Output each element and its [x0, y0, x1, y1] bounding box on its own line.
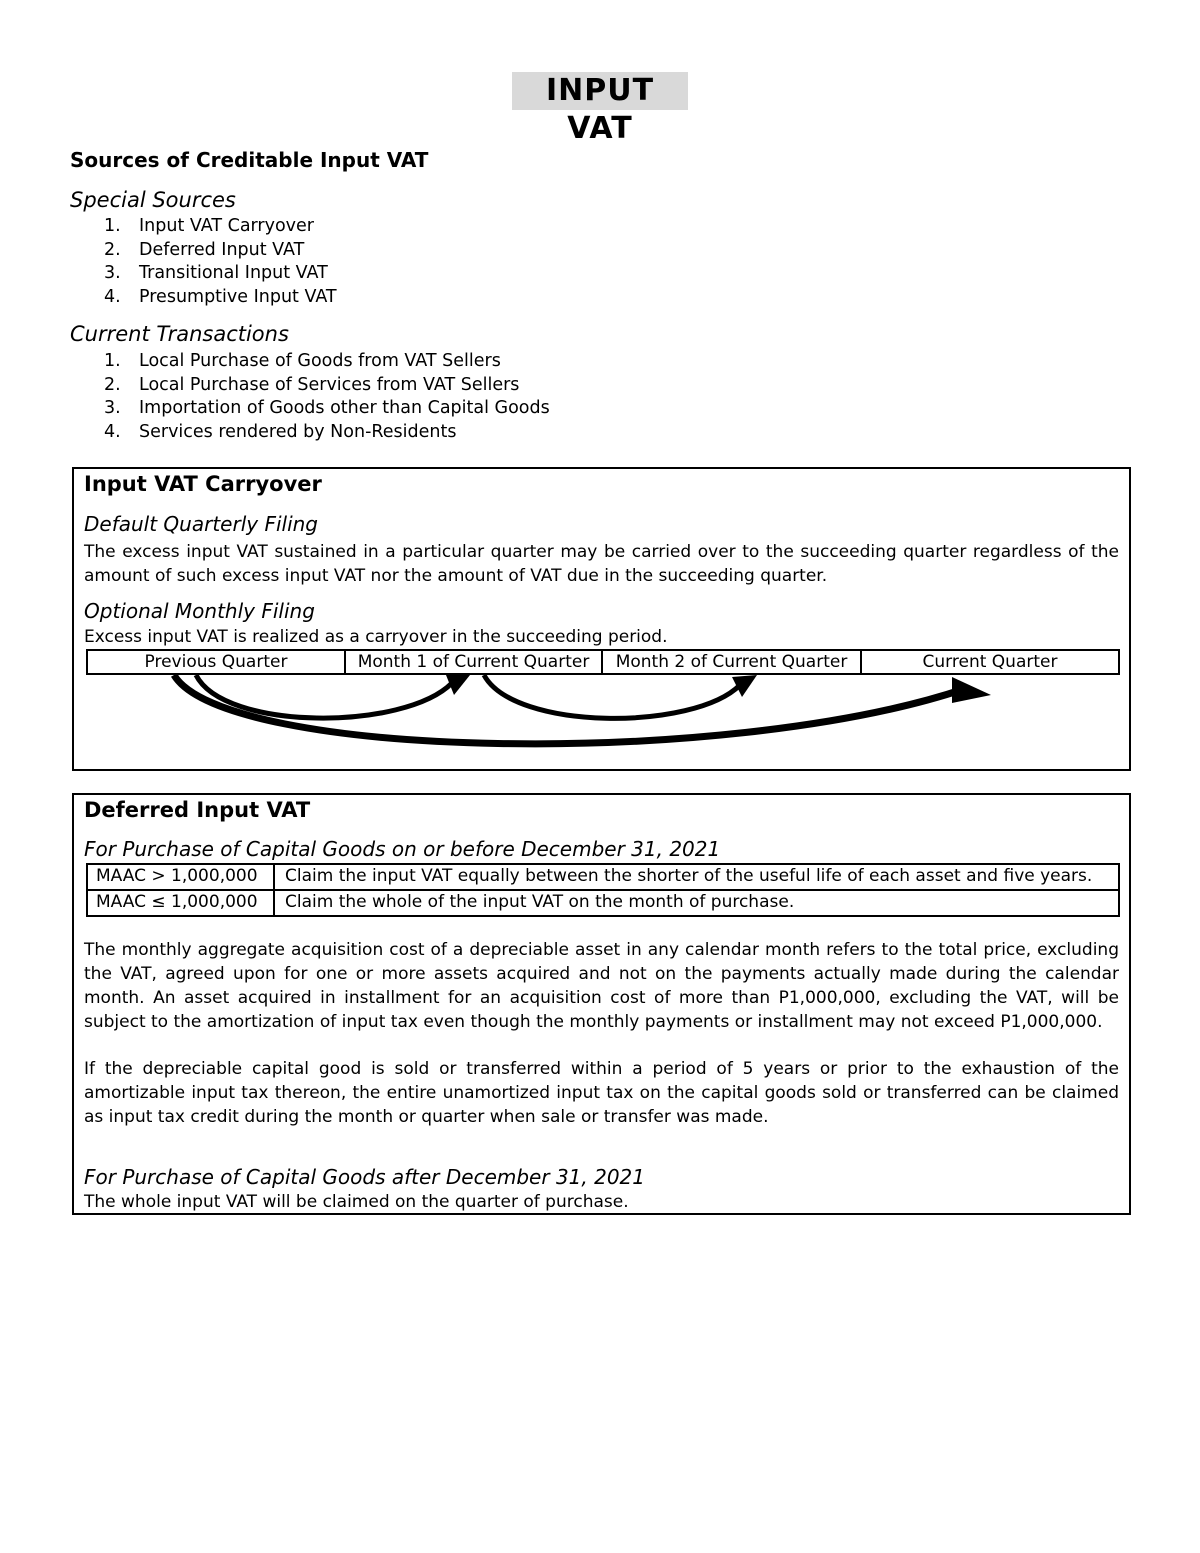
maac-condition: MAAC ≤ 1,000,000 [88, 891, 275, 915]
list-item: 3. Importation of Goods other than Capital Goods [104, 398, 550, 419]
maac-condition: MAAC > 1,000,000 [88, 865, 275, 889]
table-row [88, 865, 1118, 889]
transfer-paragraph: If the depreciable capital good is sold or transferred within a period of 5 years or prior to the exhaustion of the amortizable input tax thereon, the entire unamortized input tax on the capital goods sold or transferred can be claimed as input tax credit during the month or quarter when sale or transfer was made. [84, 1059, 1119, 1127]
monthly-filing-heading: Optional Monthly Filing [84, 599, 315, 623]
before-2021-heading: For Purchase of Capital Goods on or before December 31, 2021 [84, 837, 721, 861]
list-item: 4. Presumptive Input VAT [104, 286, 337, 307]
after-2021-text: The whole input VAT will be claimed on the quarter of purchase. [84, 1192, 629, 1212]
page-title: INPUT VAT [512, 72, 688, 110]
period-month-2: Month 2 of Current Quarter [603, 651, 862, 673]
maac-rule: Claim the whole of the input VAT on the month of purchase. [285, 892, 795, 912]
carryover-arrows [74, 469, 1129, 769]
arrowhead-current [952, 677, 991, 703]
maac-rule: Claim the input VAT equally between the shorter of the useful life of each asset and five years. [285, 866, 1093, 886]
list-item: 1. Input VAT Carryover [104, 216, 314, 236]
period-month-1: Month 1 of Current Quarter [346, 651, 603, 673]
list-item: 2. Local Purchase of Services from VAT Sellers [104, 374, 520, 395]
quarterly-filing-text: The excess input VAT sustained in a particular quarter may be carried over to the succeeding quarter regardless of the amount of such excess input VAT nor the amount of VAT due in the succeeding quarter. [84, 542, 1119, 586]
list-item: 4. Services rendered by Non-Residents [104, 421, 457, 442]
table-row [88, 889, 1118, 915]
arrow-prev-to-current [174, 675, 964, 744]
period-previous-quarter: Previous Quarter [88, 651, 346, 673]
sources-heading: Sources of Creditable Input VAT [70, 148, 429, 172]
special-sources-heading: Special Sources [70, 188, 236, 212]
deferred-heading: Deferred Input VAT [84, 798, 311, 822]
current-transactions-list [104, 350, 550, 444]
deferred-box [72, 793, 1131, 1215]
arrow-month1-to-month2 [484, 675, 740, 718]
list-item: 3. Transitional Input VAT [104, 263, 328, 284]
maac-table [86, 863, 1120, 917]
monthly-filing-text: Excess input VAT is realized as a carryover in the succeeding period. [84, 627, 668, 647]
list-item: 2. Deferred Input VAT [104, 239, 305, 260]
carryover-box [72, 467, 1131, 771]
quarterly-filing-heading: Default Quarterly Filing [84, 512, 318, 536]
period-current-quarter: Current Quarter [922, 652, 1058, 672]
list-item: 1. Local Purchase of Goods from VAT Sellers [104, 351, 501, 371]
current-transactions-heading: Current Transactions [70, 322, 289, 346]
carryover-heading: Input VAT Carryover [84, 472, 322, 496]
maac-definition-paragraph: The monthly aggregate acquisition cost of a depreciable asset in any calendar month refers to the total price, excluding the VAT, agreed upon for one or more assets acquired and not on the payments actually made during the calendar month. An asset acquired in installment for an acquisition cost of more than P1,000,000, excluding the VAT, will be subject to the amortization of input tax even though the monthly payments or installment may not exceed P1,000,000. [84, 940, 1119, 1032]
special-sources-list [104, 215, 337, 309]
after-2021-heading: For Purchase of Capital Goods after December 31, 2021 [84, 1165, 646, 1189]
